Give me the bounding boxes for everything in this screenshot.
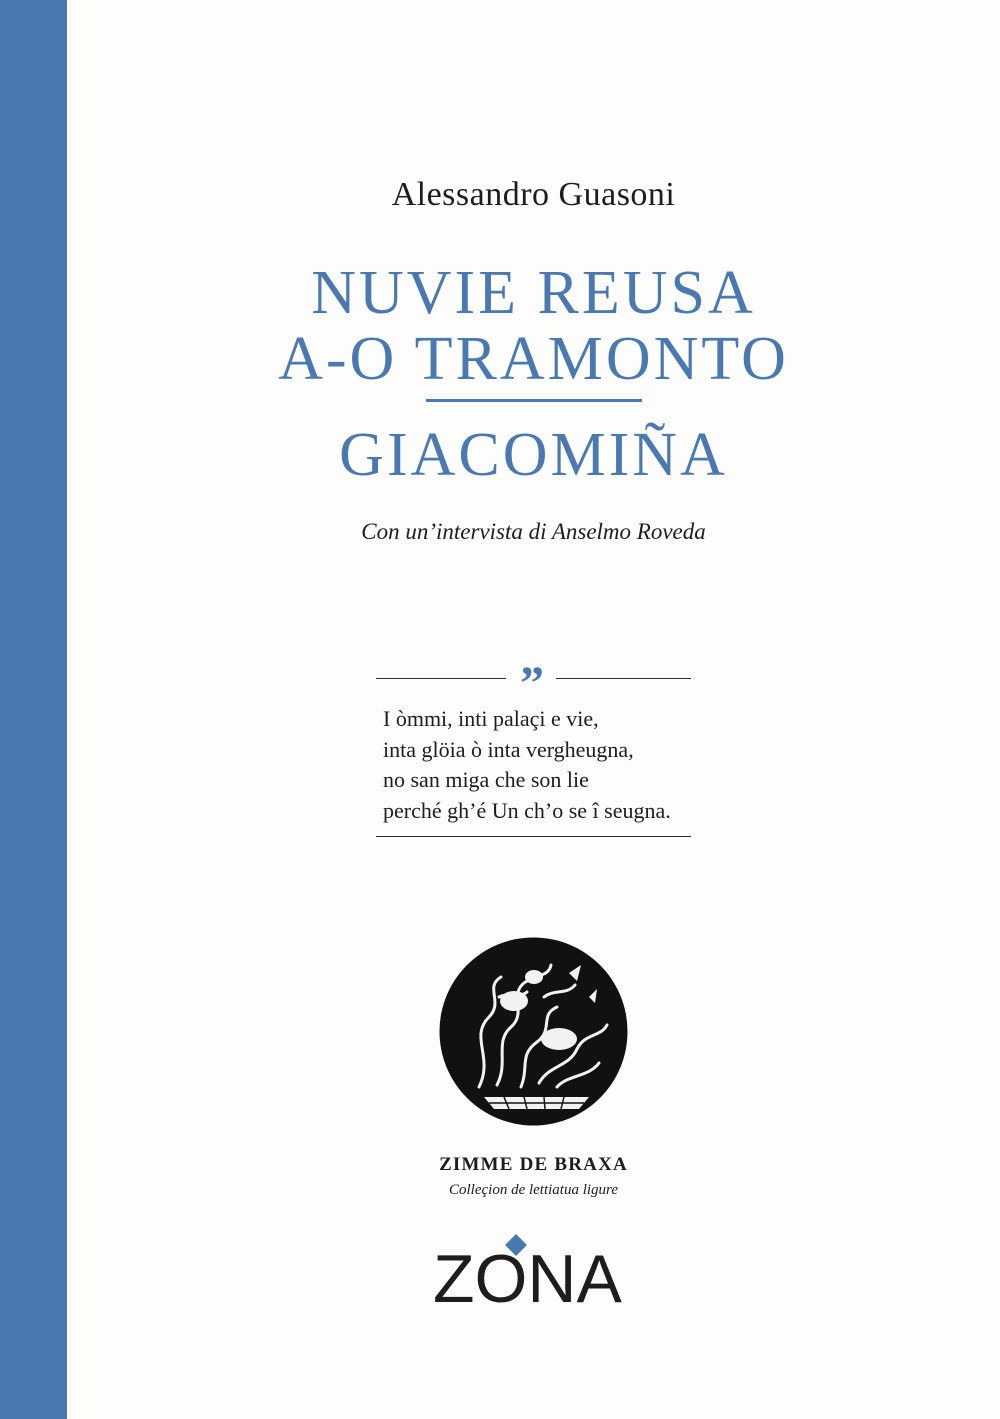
title-line-3: GIACOMIÑA <box>339 421 728 489</box>
author-name: Alessandro Guasoni <box>391 176 676 213</box>
series-name: ZIMME DE BRAXA <box>439 1154 628 1175</box>
poem-line: I òmmi, inti palaçi e vie, <box>383 706 599 731</box>
series-subtitle: Colleçion de lettiatua ligure <box>449 1182 618 1198</box>
title-line-1: NUVIE REUSA <box>311 259 756 327</box>
zona-logo-text: ZONA <box>433 1241 622 1304</box>
title-divider <box>426 399 642 402</box>
quote-top-rule-right <box>556 678 691 679</box>
poem-line: perché gh’é Un ch’o se î seugna. <box>383 797 671 823</box>
poem-line: no san miga che son lie <box>383 767 589 792</box>
quote-bottom-rule <box>376 836 691 837</box>
subtitle: Con un’intervista di Anselmo Roveda <box>361 519 706 544</box>
cover-spine-band <box>0 0 67 1419</box>
fire-smoke-emblem-icon <box>439 937 628 1126</box>
poem-line: inta glöia ò inta vergheugna, <box>383 736 634 762</box>
quote-top-rule-left <box>376 678 506 679</box>
poem-quote <box>383 704 671 826</box>
zona-publisher-logo <box>433 1232 633 1304</box>
quote-mark-icon: ” <box>520 657 544 710</box>
title-line-2: A-O TRAMONTO <box>278 325 789 393</box>
